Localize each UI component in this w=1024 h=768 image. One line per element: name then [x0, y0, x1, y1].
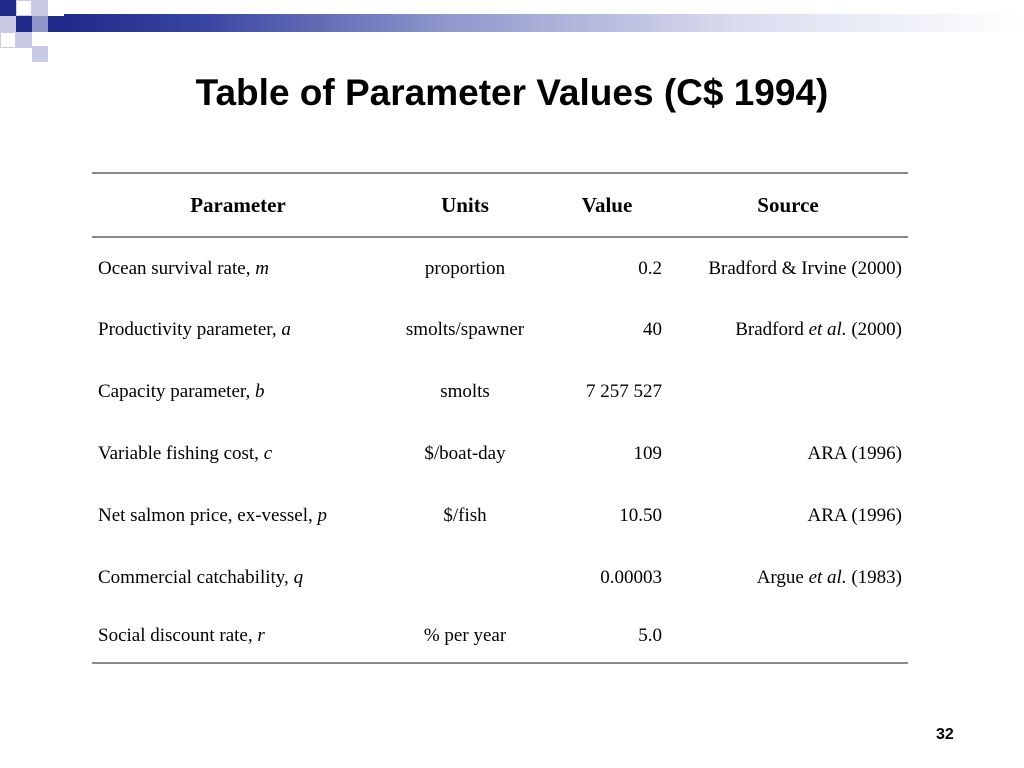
decor-square — [0, 0, 16, 16]
header-row — [92, 173, 908, 237]
cell-parameter — [92, 609, 384, 663]
parameter-label: Productivity parameter, — [98, 319, 282, 340]
header-gradient-bar — [62, 14, 1024, 32]
decor-square — [32, 46, 48, 62]
parameter-label: Variable fishing cost, — [98, 443, 264, 464]
cell-value: 109 — [633, 443, 662, 464]
source-author: Bradford & Irvine (2000) — [708, 257, 902, 279]
table-row — [92, 485, 908, 547]
cell-parameter — [92, 423, 384, 485]
source-et-al: et al. — [808, 319, 847, 340]
table-row — [92, 237, 908, 299]
parameter-symbol: c — [263, 443, 273, 464]
table-row — [92, 299, 908, 361]
cell-units: $/fish — [443, 505, 487, 526]
cell-value: 10.50 — [619, 505, 662, 526]
cell-source — [668, 237, 908, 299]
cell-source — [668, 609, 908, 663]
page-number: 32 — [936, 726, 954, 743]
source-author: Argue — [756, 567, 809, 588]
cell-value: 0.00003 — [600, 567, 662, 588]
parameter-table — [92, 172, 908, 664]
header-source: Source — [757, 192, 819, 217]
cell-parameter — [92, 485, 384, 547]
parameter-label: Commercial catchability, — [98, 567, 294, 588]
table-row — [92, 609, 908, 663]
parameter-symbol: a — [281, 319, 291, 340]
cell-source — [668, 299, 908, 361]
parameter-label: Net salmon price, ex-vessel, — [98, 505, 318, 526]
source-author: ARA (1996) — [807, 505, 902, 526]
cell-source — [668, 361, 908, 423]
source-author: Bradford — [735, 319, 809, 340]
decor-square — [32, 0, 48, 16]
decor-square — [16, 0, 32, 16]
cell-parameter — [92, 299, 384, 361]
header-units: Units — [441, 192, 489, 217]
parameter-label: Social discount rate, — [98, 624, 258, 646]
decor-square — [48, 0, 64, 16]
cell-source — [668, 485, 908, 547]
cell-units: $/boat-day — [424, 443, 506, 464]
source-author: ARA (1996) — [807, 443, 902, 464]
cell-value: 0.2 — [638, 257, 662, 279]
table-row — [92, 547, 908, 609]
cell-value: 7 257 527 — [586, 381, 662, 402]
cell-units: % per year — [423, 624, 507, 646]
table-row — [92, 361, 908, 423]
cell-value: 40 — [643, 319, 662, 340]
decor-square — [16, 16, 32, 32]
parameter-symbol: m — [255, 257, 269, 279]
parameter-symbol: p — [317, 505, 327, 526]
cell-parameter — [92, 361, 384, 423]
header-value: Value — [581, 192, 633, 217]
table-header — [92, 173, 908, 237]
cell-units — [384, 547, 546, 609]
parameter-symbol: q — [293, 567, 304, 588]
parameter-symbol: b — [254, 381, 265, 402]
parameter-label: Capacity parameter, — [98, 381, 255, 402]
decor-square — [16, 32, 32, 48]
cell-units: proportion — [424, 257, 506, 279]
table-body — [92, 237, 908, 663]
cell-parameter — [92, 237, 384, 299]
cell-value: 5.0 — [638, 624, 662, 646]
cell-units: smolts — [440, 381, 490, 402]
source-year: (1983) — [846, 567, 902, 588]
decor-square — [48, 16, 64, 32]
decor-square — [32, 16, 48, 32]
parameter-label: Ocean survival rate, — [98, 257, 256, 279]
decor-square — [0, 16, 16, 32]
cell-parameter — [92, 547, 384, 609]
table-row — [92, 423, 908, 485]
source-year: (2000) — [846, 319, 902, 340]
header-parameter: Parameter — [190, 192, 286, 217]
cell-source — [668, 547, 908, 609]
cell-units: smolts/spawner — [405, 319, 525, 340]
parameter-symbol: r — [257, 624, 265, 646]
slide-decoration — [0, 0, 1024, 62]
decor-square — [0, 32, 16, 48]
cell-source — [668, 423, 908, 485]
slide-title: Table of Parameter Values (C$ 1994) — [195, 72, 829, 113]
source-et-al: et al. — [808, 567, 847, 588]
